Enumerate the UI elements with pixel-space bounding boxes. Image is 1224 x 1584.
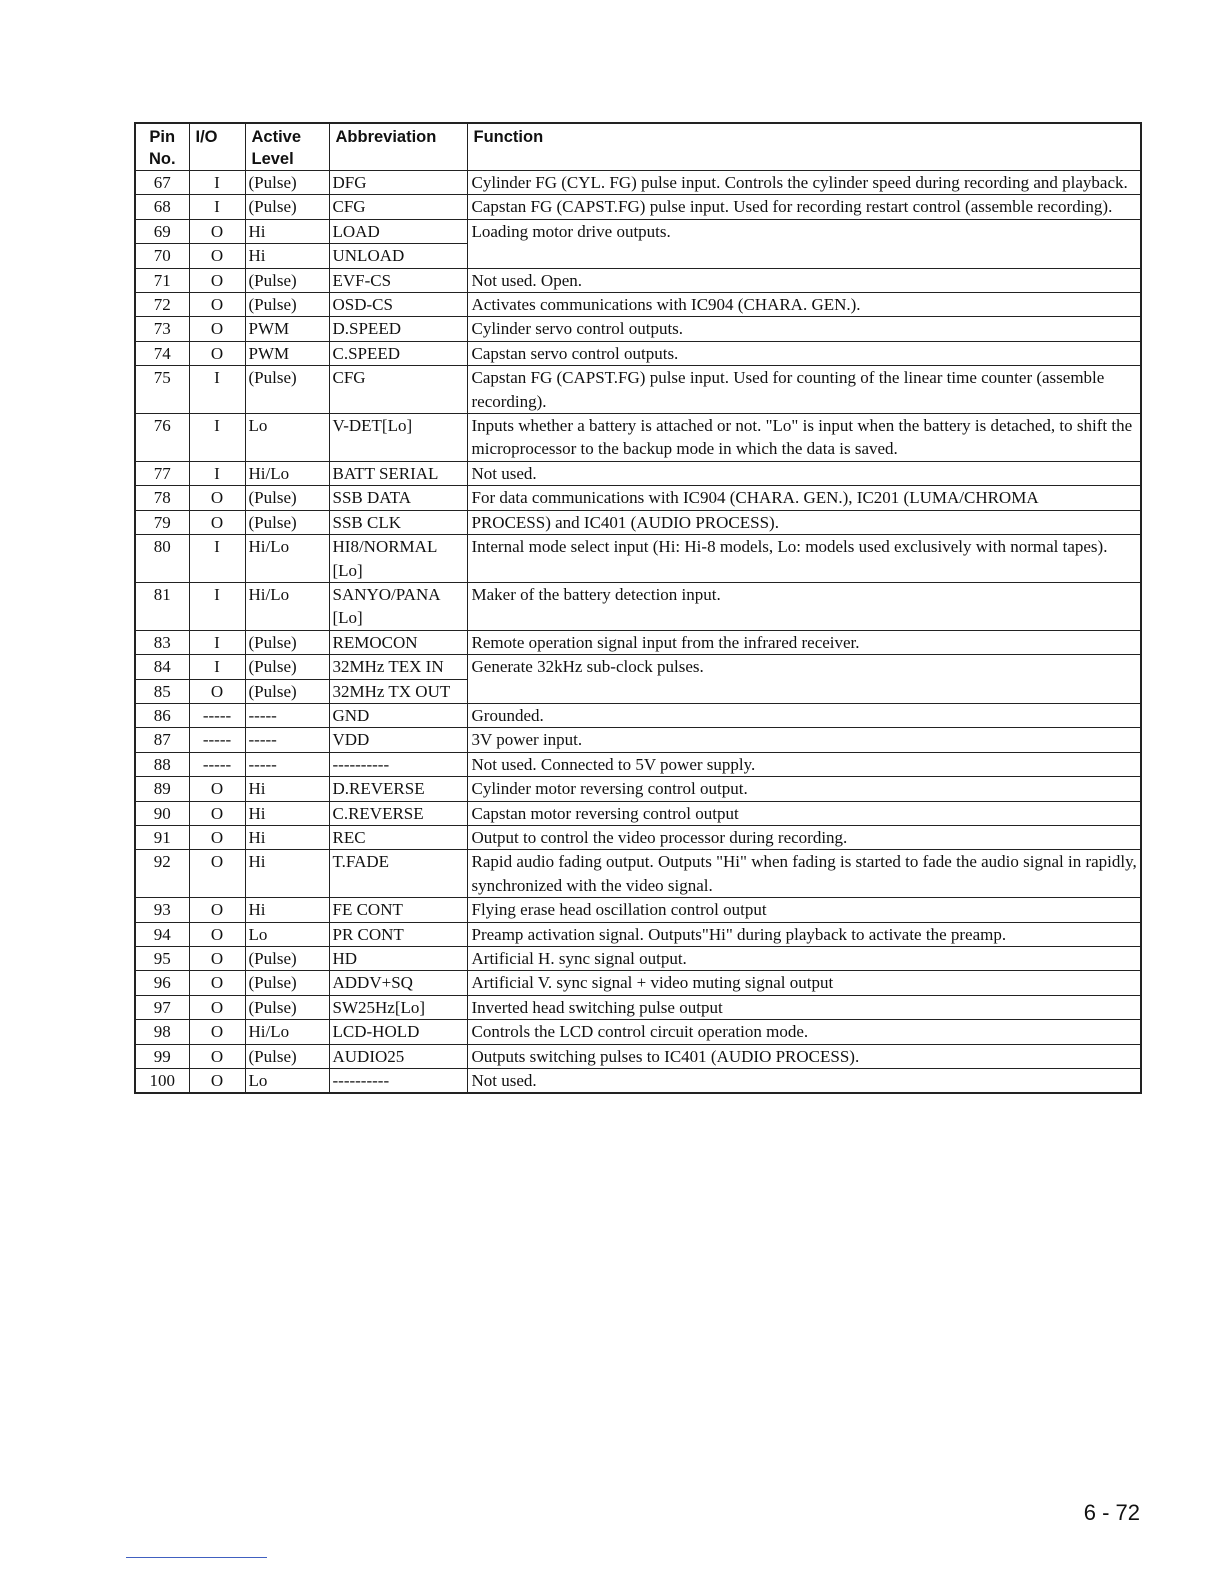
cell-io: O [189, 898, 245, 922]
cell-pin: 68 [135, 195, 189, 219]
cell-abbreviation: HD [329, 947, 467, 971]
cell-function: Grounded. [467, 703, 1141, 727]
table-row [135, 268, 1141, 292]
cell-abbreviation: 32MHz TX OUT [329, 679, 467, 703]
cell-function: Inverted head switching pulse output [467, 995, 1141, 1019]
cell-function: Remote operation signal input from the infrared receiver. [467, 630, 1141, 654]
cell-function [467, 244, 1141, 268]
cell-io: O [189, 947, 245, 971]
cell-function: Cylinder FG (CYL. FG) pulse input. Controls the cylinder speed during recording and playback. [467, 171, 1141, 195]
cell-io: O [189, 850, 245, 898]
cell-active-level: Hi [245, 898, 329, 922]
cell-function: Inputs whether a battery is attached or not. "Lo" is input when the battery is detached, to shift the microprocessor to the backup mode in which the data is saved. [467, 414, 1141, 462]
cell-function: Artificial H. sync signal output. [467, 947, 1141, 971]
cell-function: Capstan FG (CAPST.FG) pulse input. Used for counting of the linear time counter (assemble recording). [467, 366, 1141, 414]
cell-pin: 83 [135, 630, 189, 654]
cell-function: Not used. Open. [467, 268, 1141, 292]
cell-pin: 88 [135, 752, 189, 776]
cell-active-level: ----- [245, 752, 329, 776]
table-row [135, 752, 1141, 776]
cell-abbreviation: BATT SERIAL [329, 461, 467, 485]
cell-abbreviation: GND [329, 703, 467, 727]
table-row [135, 414, 1141, 462]
cell-active-level: (Pulse) [245, 195, 329, 219]
table-row [135, 801, 1141, 825]
cell-abbreviation: T.FADE [329, 850, 467, 898]
cell-abbreviation: FE CONT [329, 898, 467, 922]
table-row [135, 922, 1141, 946]
cell-pin: 100 [135, 1069, 189, 1094]
cell-active-level: (Pulse) [245, 510, 329, 534]
cell-abbreviation: ADDV+SQ [329, 971, 467, 995]
cell-pin: 74 [135, 341, 189, 365]
header-function: Function [467, 123, 1141, 171]
cell-active-level: Hi [245, 825, 329, 849]
table-row [135, 535, 1141, 583]
cell-io: O [189, 679, 245, 703]
cell-active-level: ----- [245, 728, 329, 752]
cell-active-level: Hi [245, 801, 329, 825]
cell-abbreviation: D.REVERSE [329, 777, 467, 801]
cell-pin: 81 [135, 582, 189, 630]
cell-io: O [189, 341, 245, 365]
cell-abbreviation: REC [329, 825, 467, 849]
cell-abbreviation: CFG [329, 195, 467, 219]
cell-active-level: (Pulse) [245, 995, 329, 1019]
cell-io: O [189, 1044, 245, 1068]
cell-pin: 84 [135, 655, 189, 679]
cell-pin: 89 [135, 777, 189, 801]
cell-pin: 85 [135, 679, 189, 703]
cell-active-level: PWM [245, 341, 329, 365]
table-row [135, 630, 1141, 654]
cell-active-level: (Pulse) [245, 366, 329, 414]
table-row [135, 971, 1141, 995]
cell-pin: 93 [135, 898, 189, 922]
cell-io: O [189, 922, 245, 946]
cell-active-level: (Pulse) [245, 971, 329, 995]
cell-io: O [189, 268, 245, 292]
table-row [135, 1020, 1141, 1044]
cell-pin: 94 [135, 922, 189, 946]
cell-active-level: ----- [245, 703, 329, 727]
cell-io: I [189, 535, 245, 583]
cell-pin: 80 [135, 535, 189, 583]
cell-active-level: (Pulse) [245, 486, 329, 510]
table-row [135, 317, 1141, 341]
cell-abbreviation: ---------- [329, 1069, 467, 1094]
cell-pin: 70 [135, 244, 189, 268]
cell-function: For data communications with IC904 (CHARA. GEN.), IC201 (LUMA/CHROMA [467, 486, 1141, 510]
cell-active-level: (Pulse) [245, 293, 329, 317]
cell-active-level: (Pulse) [245, 655, 329, 679]
table-row [135, 486, 1141, 510]
cell-io: O [189, 317, 245, 341]
cell-abbreviation: CFG [329, 366, 467, 414]
header-abbreviation: Abbreviation [329, 123, 467, 171]
cell-io: O [189, 293, 245, 317]
cell-function: Generate 32kHz sub-clock pulses. [467, 655, 1141, 679]
cell-abbreviation: OSD-CS [329, 293, 467, 317]
cell-function: PROCESS) and IC401 (AUDIO PROCESS). [467, 510, 1141, 534]
table-row [135, 655, 1141, 679]
cell-function: Maker of the battery detection input. [467, 582, 1141, 630]
cell-io: O [189, 825, 245, 849]
cell-pin: 96 [135, 971, 189, 995]
cell-active-level: Lo [245, 414, 329, 462]
cell-pin: 92 [135, 850, 189, 898]
cell-io: I [189, 366, 245, 414]
table-row [135, 850, 1141, 898]
cell-pin: 87 [135, 728, 189, 752]
cell-function: Outputs switching pulses to IC401 (AUDIO PROCESS). [467, 1044, 1141, 1068]
cell-abbreviation: SSB DATA [329, 486, 467, 510]
cell-pin: 97 [135, 995, 189, 1019]
cell-active-level: Hi/Lo [245, 461, 329, 485]
cell-abbreviation: DFG [329, 171, 467, 195]
cell-pin: 86 [135, 703, 189, 727]
cell-abbreviation: C.SPEED [329, 341, 467, 365]
cell-pin: 98 [135, 1020, 189, 1044]
cell-io: O [189, 244, 245, 268]
cell-function: Cylinder servo control outputs. [467, 317, 1141, 341]
cell-active-level: Hi [245, 244, 329, 268]
table-row [135, 366, 1141, 414]
cell-pin: 72 [135, 293, 189, 317]
cell-active-level: Lo [245, 1069, 329, 1094]
table-header-row [135, 123, 1141, 171]
cell-active-level: (Pulse) [245, 679, 329, 703]
header-pin: Pin No. [135, 123, 189, 171]
header-active-level: Active Level [245, 123, 329, 171]
cell-function: Capstan servo control outputs. [467, 341, 1141, 365]
cell-function: Not used. [467, 1069, 1141, 1094]
cell-io: O [189, 1069, 245, 1094]
cell-io: I [189, 414, 245, 462]
cell-io: O [189, 1020, 245, 1044]
cell-active-level: Hi [245, 777, 329, 801]
cell-function: Controls the LCD control circuit operation mode. [467, 1020, 1141, 1044]
table-row [135, 947, 1141, 971]
cell-abbreviation: 32MHz TEX IN [329, 655, 467, 679]
cell-pin: 79 [135, 510, 189, 534]
cell-abbreviation: VDD [329, 728, 467, 752]
cell-pin: 78 [135, 486, 189, 510]
cell-active-level: Hi/Lo [245, 582, 329, 630]
cell-io: O [189, 971, 245, 995]
table-row [135, 195, 1141, 219]
cell-function: Capstan motor reversing control output [467, 801, 1141, 825]
cell-io: O [189, 219, 245, 243]
cell-function: Internal mode select input (Hi: Hi-8 models, Lo: models used exclusively with normal tapes). [467, 535, 1141, 583]
cell-active-level: Hi/Lo [245, 535, 329, 583]
cell-function: Not used. Connected to 5V power supply. [467, 752, 1141, 776]
cell-active-level: (Pulse) [245, 171, 329, 195]
cell-abbreviation: SW25Hz[Lo] [329, 995, 467, 1019]
cell-abbreviation: C.REVERSE [329, 801, 467, 825]
cell-io: O [189, 777, 245, 801]
table-row [135, 898, 1141, 922]
cell-function [467, 679, 1141, 703]
cell-io: ----- [189, 703, 245, 727]
cell-function: Rapid audio fading output. Outputs "Hi" when fading is started to fade the audio signal in rapidly, synchronized with the video signal. [467, 850, 1141, 898]
cell-abbreviation: EVF-CS [329, 268, 467, 292]
cell-pin: 71 [135, 268, 189, 292]
cell-pin: 75 [135, 366, 189, 414]
cell-active-level: (Pulse) [245, 947, 329, 971]
cell-io: I [189, 171, 245, 195]
table-row [135, 461, 1141, 485]
cell-function: Not used. [467, 461, 1141, 485]
cell-io: O [189, 486, 245, 510]
cell-function: Loading motor drive outputs. [467, 219, 1141, 243]
cell-abbreviation: LCD-HOLD [329, 1020, 467, 1044]
cell-io: I [189, 655, 245, 679]
cell-pin: 67 [135, 171, 189, 195]
cell-active-level: Lo [245, 922, 329, 946]
table-row [135, 679, 1141, 703]
cell-io: I [189, 195, 245, 219]
cell-function: 3V power input. [467, 728, 1141, 752]
cell-active-level: (Pulse) [245, 1044, 329, 1068]
cell-io: O [189, 801, 245, 825]
cell-active-level: (Pulse) [245, 630, 329, 654]
cell-io: O [189, 995, 245, 1019]
page-number: 6 - 72 [1083, 1500, 1140, 1525]
cell-abbreviation: SANYO/PANA [Lo] [329, 582, 467, 630]
cell-active-level: (Pulse) [245, 268, 329, 292]
table-row [135, 728, 1141, 752]
cell-pin: 69 [135, 219, 189, 243]
cell-pin: 73 [135, 317, 189, 341]
cell-function: Capstan FG (CAPST.FG) pulse input. Used for recording restart control (assemble recording). [467, 195, 1141, 219]
cell-function: Preamp activation signal. Outputs"Hi" during playback to activate the preamp. [467, 922, 1141, 946]
cell-abbreviation: ---------- [329, 752, 467, 776]
table-row [135, 1044, 1141, 1068]
table-row [135, 510, 1141, 534]
cell-function: Cylinder motor reversing control output. [467, 777, 1141, 801]
table-row [135, 244, 1141, 268]
table-row [135, 1069, 1141, 1094]
cell-io: I [189, 461, 245, 485]
cell-active-level: PWM [245, 317, 329, 341]
table-row [135, 703, 1141, 727]
cell-pin: 99 [135, 1044, 189, 1068]
table-row [135, 777, 1141, 801]
cell-pin: 90 [135, 801, 189, 825]
cell-function: Activates communications with IC904 (CHARA. GEN.). [467, 293, 1141, 317]
table-row [135, 219, 1141, 243]
cell-pin: 77 [135, 461, 189, 485]
cell-active-level: Hi/Lo [245, 1020, 329, 1044]
cell-io: I [189, 582, 245, 630]
cell-active-level: Hi [245, 219, 329, 243]
footnote-rule [126, 1557, 267, 1558]
cell-io: I [189, 630, 245, 654]
table-row [135, 341, 1141, 365]
cell-abbreviation: D.SPEED [329, 317, 467, 341]
cell-abbreviation: SSB CLK [329, 510, 467, 534]
cell-pin: 95 [135, 947, 189, 971]
cell-io: ----- [189, 752, 245, 776]
table-row [135, 995, 1141, 1019]
cell-abbreviation: HI8/NORMAL [Lo] [329, 535, 467, 583]
table-row [135, 293, 1141, 317]
table-row [135, 582, 1141, 630]
cell-pin: 91 [135, 825, 189, 849]
cell-function: Artificial V. sync signal + video muting signal output [467, 971, 1141, 995]
cell-abbreviation: UNLOAD [329, 244, 467, 268]
cell-pin: 76 [135, 414, 189, 462]
cell-abbreviation: V-DET[Lo] [329, 414, 467, 462]
cell-abbreviation: REMOCON [329, 630, 467, 654]
cell-abbreviation: AUDIO25 [329, 1044, 467, 1068]
pin-function-table [134, 122, 1142, 1094]
cell-function: Flying erase head oscillation control output [467, 898, 1141, 922]
table-row [135, 171, 1141, 195]
header-io: I/O [189, 123, 245, 171]
cell-function: Output to control the video processor during recording. [467, 825, 1141, 849]
cell-abbreviation: LOAD [329, 219, 467, 243]
cell-io: O [189, 510, 245, 534]
cell-active-level: Hi [245, 850, 329, 898]
cell-abbreviation: PR CONT [329, 922, 467, 946]
table-row [135, 825, 1141, 849]
cell-io: ----- [189, 728, 245, 752]
